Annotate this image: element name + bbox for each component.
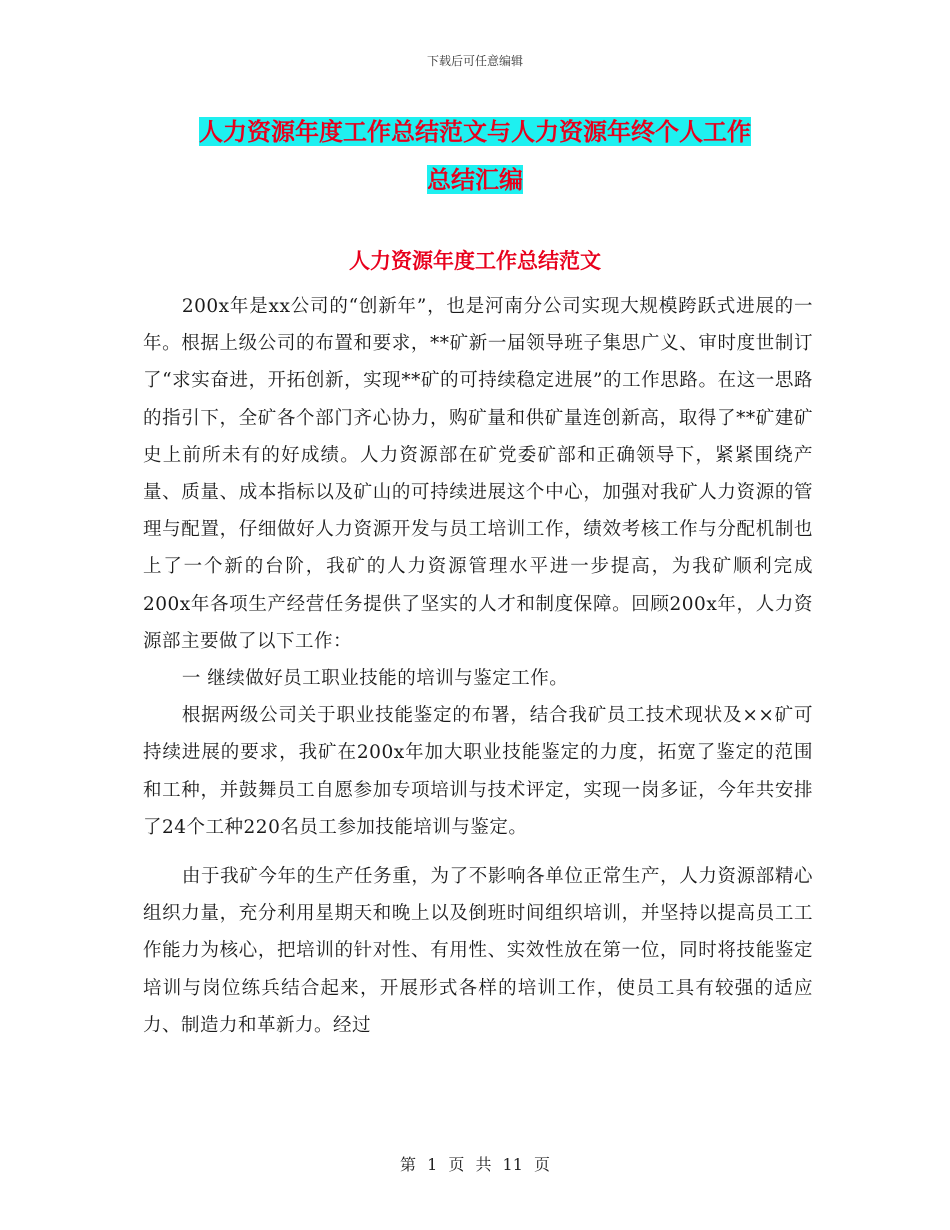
page-header-note: 下载后可任意编辑 [426, 54, 523, 68]
document-title [120, 108, 830, 204]
paragraph-heading-one: 一 继续做好员工职业技能的培训与鉴定工作。 [181, 668, 569, 690]
page-number: 第 1 页 共 11 页 [400, 1155, 550, 1174]
paragraph-training-arrangement: 根据两级公司关于职业技能鉴定的布署，结合我矿员工技术现状及××矿可持续进展的要求，我矿在200x年加大职业技能鉴定的力度，拓宽了鉴定的范围和工种，并鼓舞员工自愿参加专项培训与技术评定，实现一岗多证，今年共安排了24个工种220名员工参加技能培训与鉴定。 [143, 705, 813, 838]
document-title-line-2: 总结汇编 [427, 165, 523, 194]
paragraph-training-organization: 由于我矿今年的生产任务重，为了不影响各单位正常生产，人力资源部精心组织力量，充分利用星期天和晚上以及倒班时间组织培训，并坚持以提高员工工作能力为核心，把培训的针对性、有用性、实效性放在第一位，同时将技能鉴定培训与岗位练兵结合起来，开展形式各样的培训工作，使员工具有较强的适应力、制造力和革新力。经过 [143, 866, 813, 1036]
document-body [143, 288, 813, 1044]
paragraph-intro: 200x年是xx公司的“创新年”，也是河南分公司实现大规模跨跃式进展的一年。根据上级公司的布置和要求，**矿新一届领导班子集思广义、审时度世制订了“求实奋进，开拓创新，实现**矿的可持续稳定进展”的工作思路。在这一思路的指引下，全矿各个部门齐心协力，购矿量和供矿量连创新高，取得了**矿建矿史上前所未有的好成绩。人力资源部在矿党委矿部和正确领导下，紧紧围绕产量、质量、成本指标以及矿山的可持续进展这个中心，加强对我矿人力资源的管理与配置，仔细做好人力资源开发与员工培训工作，绩效考核工作与分配机制也上了一个新的台阶，我矿的人力资源管理水平进一步提高，为我矿顺利完成200x年各项生产经营任务提供了坚实的人才和制度保障。回顾200x年，人力资源部主要做了以下工作： [143, 296, 813, 652]
section-title: 人力资源年度工作总结范文 [349, 248, 601, 273]
document-title-line-1: 人力资源年度工作总结范文与人力资源年终个人工作 [199, 117, 751, 146]
